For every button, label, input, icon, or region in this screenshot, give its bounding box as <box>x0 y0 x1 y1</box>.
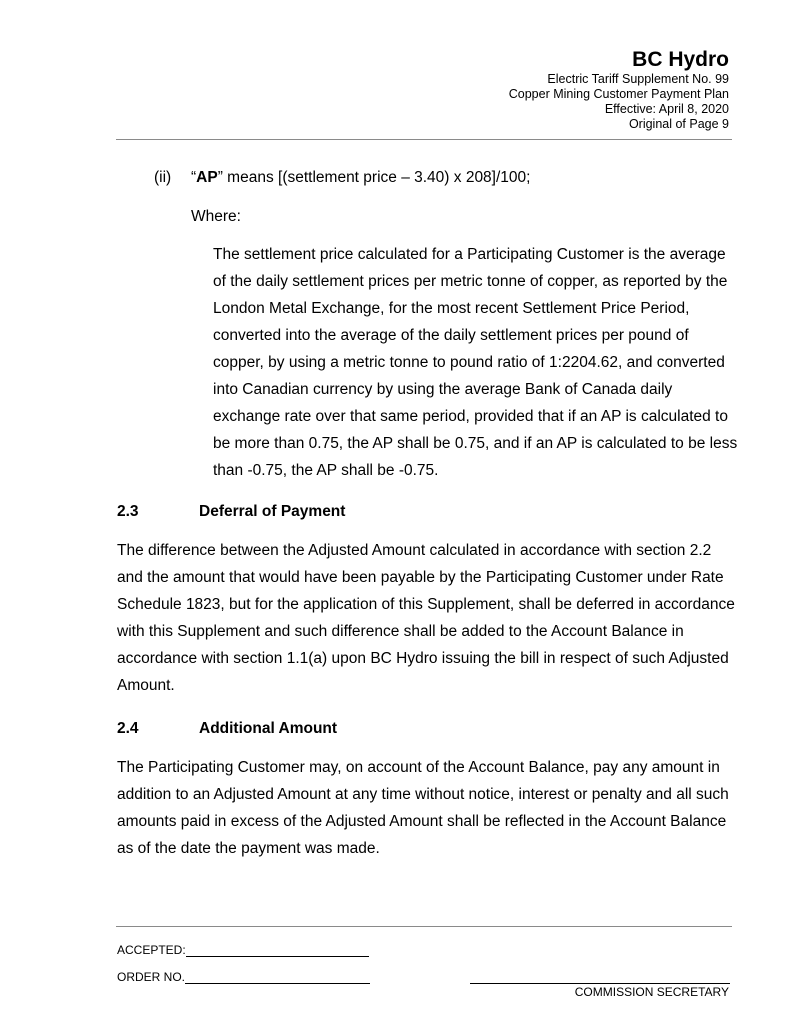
definition-term: AP <box>196 169 218 186</box>
section-title: Additional Amount <box>199 720 338 737</box>
order-label: ORDER NO. <box>117 970 186 984</box>
accepted-line <box>117 943 369 957</box>
section-title: Deferral of Payment <box>199 503 346 520</box>
section-heading-2-4 <box>117 720 337 738</box>
section-heading-2-3 <box>117 503 345 521</box>
definition-ap <box>154 164 530 191</box>
accepted-signature-field <box>186 956 369 957</box>
footer-divider <box>116 926 732 927</box>
organization-name: BC Hydro <box>632 48 729 71</box>
definition-formula: ” means [(settlement price – 3.40) x 208]/100; <box>217 169 531 186</box>
tariff-supplement-line: Electric Tariff Supplement No. 99 <box>547 72 729 86</box>
open-quote: “ <box>191 169 197 186</box>
section-2-4-text: The Participating Customer may, on account of the Account Balance, pay any amount in addition to an Adjusted Amount at any time without notice, interest or penalty and all such amounts paid in excess of the Adjusted Amount shall be reflected in the Account Balance as of the date the payment was made. <box>117 759 729 857</box>
settlement-price-explanation: The settlement price calculated for a Participating Customer is the average of the daily settlement prices per metric tonne of copper, as reported by the London Metal Exchange, for the most recent Settlement Price Period, converted into the average of the daily settlement prices per pound of copper, by using a metric tonne to pound ratio of 1:2204.62, and converted into Canadian currency by using the average Bank of Canada daily exchange rate over that same period, provided that if an AP is calculated to be more than 0.75, the AP shall be 0.75, and if an AP is calculated to be less than -0.75, the AP shall be -0.75. <box>213 246 738 479</box>
section-2-3-text: The difference between the Adjusted Amount calculated in accordance with section 2.2 and the amount that would have been payable by the Participating Customer under Rate Schedule 1823, but for the application of this Supplement, shall be deferred in accordance with this Supplement and such difference shall be added to the Account Balance in accordance with section 1.1(a) upon BC Hydro issuing the bill in respect of such Adjusted Amount. <box>117 542 735 694</box>
section-number: 2.4 <box>117 720 139 737</box>
page-number-line: Original of Page 9 <box>628 117 729 131</box>
order-line <box>117 970 370 984</box>
header-divider <box>116 139 732 140</box>
definition-number: (ii) <box>154 169 172 186</box>
commission-secretary-label: COMMISSION SECRETARY <box>574 985 729 999</box>
effective-date-line: Effective: April 8, 2020 <box>604 102 729 116</box>
plan-name-line: Copper Mining Customer Payment Plan <box>508 87 729 101</box>
order-number-field <box>185 983 370 984</box>
section-number: 2.3 <box>117 503 139 520</box>
secretary-signature-line <box>470 983 730 984</box>
where-label: Where: <box>191 208 241 225</box>
accepted-label: ACCEPTED: <box>117 943 186 957</box>
document-header <box>509 48 729 132</box>
